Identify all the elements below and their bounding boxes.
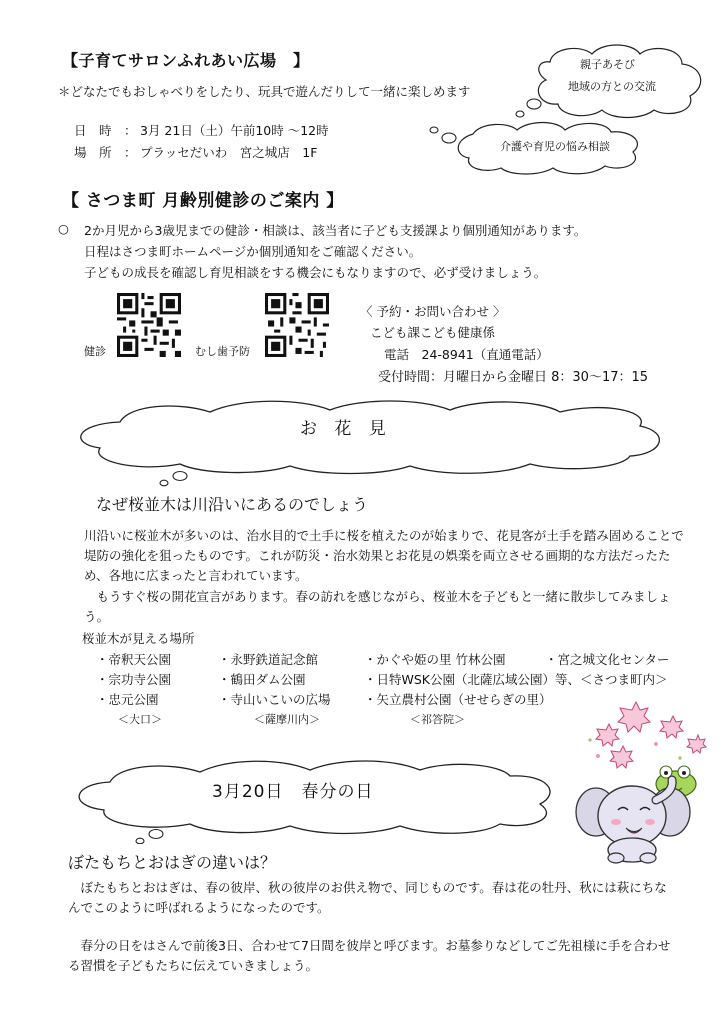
checkup-line-1: 2か月児から3歳児までの健診・相談は、該当者に子ども支援課より個別通知があります。 bbox=[84, 223, 587, 238]
checkup-circle: ○ bbox=[58, 221, 69, 236]
place-item: ・宮之城文化センター bbox=[545, 652, 670, 667]
place-item: ・日特WSK公園（北薩広域公園）等、＜さつま町内＞ bbox=[364, 672, 668, 687]
bubble-text-1a: 親子あそび bbox=[580, 58, 635, 71]
place-item: ・かぐや姫の里 竹林公園 bbox=[364, 652, 506, 667]
checkup-line-3: 子どもの成長を確認し育児相談をする機会にもなりますので、必ず受けましょう。 bbox=[84, 265, 547, 280]
place-item: ・鶴田ダム公園 bbox=[218, 672, 306, 687]
place-item: ・寺山いこいの広場 bbox=[218, 692, 331, 707]
contact-heading: 〈 予約・お問い合わせ 〉 bbox=[360, 304, 506, 319]
hanami-heading: なぜ桜並木は川沿いにあるのでしょう bbox=[96, 495, 369, 514]
place-item: ・永野鉄道記念館 bbox=[218, 652, 319, 667]
qr-code-dental[interactable] bbox=[265, 293, 329, 357]
salon-title: 【子育てサロンふれあい広場 】 bbox=[62, 51, 310, 70]
contact-tel: 電話 24-8941（直通電話） bbox=[384, 347, 549, 362]
shunbun-heading: ぼたもちとおはぎの違いは？ bbox=[68, 853, 277, 872]
checkup-line-2: 日程はさつま町ホームページか個別通知をご確認ください。 bbox=[84, 244, 422, 259]
bubble-text-1b: 地域の方との交流 bbox=[568, 80, 656, 93]
area-label: ＜祁答院＞ bbox=[410, 713, 465, 726]
salon-place-value: プラッセだいわ 宮之城店 1F bbox=[140, 145, 318, 160]
area-label: ＜薩摩川内＞ bbox=[254, 713, 320, 726]
hanami-cloud-title: お 花 見 bbox=[300, 419, 392, 439]
bubble-text-2: 介護や育児の悩み相談 bbox=[500, 140, 610, 153]
contact-hours: 受付時間：月曜日から金曜日 8：30～17：15 bbox=[378, 370, 649, 385]
area-label: ＜大口＞ bbox=[118, 713, 162, 726]
qr-label-dental: むし歯予防 bbox=[195, 345, 250, 358]
shunbun-para-2: 春分の日をはさんで前後3日、合わせて7日間を彼岸と呼びます。お墓参りなどしてご先祖様に手を合わせる習慣を子どもたちに伝えていきましょう。 bbox=[68, 938, 671, 973]
shunbun-cloud-title: 3月20日 春分の日 bbox=[212, 782, 374, 802]
salon-date-value: 3月 21日（土）午前10時 ～12時 bbox=[140, 123, 329, 138]
salon-subtitle: ＊どなたでもおしゃべりをしたり、玩具で遊んだりして一緒に楽しめます bbox=[58, 84, 471, 99]
place-item: ・帝釈天公園 bbox=[96, 652, 172, 667]
contact-dept: こども課こども健康係 bbox=[370, 325, 496, 340]
place-item: ・矢立農村公園（せせらぎの里） bbox=[364, 692, 552, 707]
places-heading: 桜並木が見える場所 bbox=[82, 631, 195, 646]
place-item: ・忠元公園 bbox=[96, 692, 159, 707]
qr-label-checkup: 健診 bbox=[84, 345, 106, 358]
checkup-title: 【 さつま町 月齢別健診のご案内 】 bbox=[62, 191, 344, 211]
hanami-para-1: 川沿いに桜並木が多いのは、治水目的で土手に桜を植えたのが始まりで、花見客が土手を踏み固めることで堤防の強化を狙ったものです。これが防災・治水効果とお花見の娯楽を両立させる画期的な方法だったため、各地に広まったと言われています。 bbox=[84, 528, 684, 583]
qr-code-checkup[interactable] bbox=[117, 293, 181, 357]
place-item: ・宗功寺公園 bbox=[96, 672, 172, 687]
salon-date-label: 日 時 ： bbox=[74, 123, 137, 138]
salon-place-label: 場 所 ： bbox=[74, 145, 137, 160]
elephant-frog-illustration bbox=[570, 700, 718, 868]
hanami-para-2: もうすぐ桜の開花宣言があります。春の訪れを感じながら、桜並木を子どもと一緒に散歩してみましょう。 bbox=[84, 589, 671, 624]
shunbun-para-1: ぼたもちとおはぎは、春の彼岸、秋の彼岸のお供え物で、同じものです。春は花の牡丹、秋には萩にちなんでこのように呼ばれるようになったのです。 bbox=[68, 880, 667, 915]
cloud-banner-hanami bbox=[60, 392, 680, 487]
